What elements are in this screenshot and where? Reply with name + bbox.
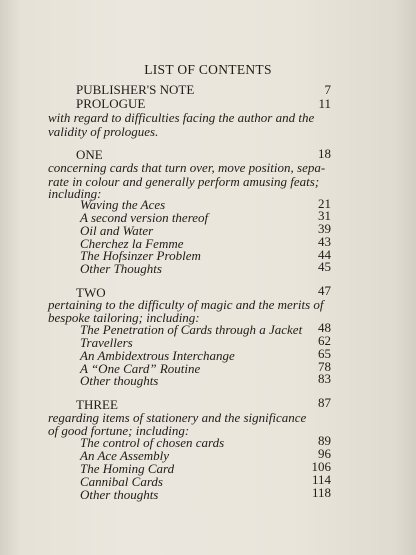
toc-entry-page: 78 [318, 359, 331, 374]
chapter-title: TWO [76, 285, 106, 300]
toc-entry-title: The Hofsinzer Problem [80, 248, 201, 263]
toc-entry-title: Cannibal Cards [80, 474, 163, 489]
toc-entry-page: 11 [318, 96, 331, 111]
chapter-page: 18 [318, 146, 331, 161]
toc-description-line: including: [48, 186, 102, 201]
toc-entry-page: 96 [318, 446, 331, 461]
toc-entry-page: 45 [318, 259, 331, 274]
toc-description-line: validity of prologues. [48, 124, 159, 139]
toc-entry-page: 114 [311, 472, 331, 487]
toc-entry-page: 43 [318, 234, 331, 249]
toc-entry-page: 106 [311, 459, 331, 474]
toc-entry-page: 7 [324, 82, 331, 97]
toc-entry-page: 48 [318, 320, 331, 335]
toc-entry-title: Waving the Aces [80, 197, 166, 212]
toc-entry-page: 65 [318, 346, 331, 361]
toc-entry-page: 21 [318, 196, 331, 211]
toc-entry-title: Other Thoughts [80, 261, 162, 276]
toc-entry-title: PROLOGUE [76, 96, 146, 111]
toc-entry-title: An Ambidextrous Interchange [80, 348, 235, 363]
toc-description-line: pertaining to the difficulty of magic and the merits of [48, 297, 324, 312]
toc-entry-title: Other thoughts [80, 373, 159, 388]
toc-entry-title: PUBLISHER'S NOTE [76, 82, 195, 97]
chapter-title: ONE [76, 147, 103, 162]
toc-description-line: rate in colour and generally perform amusing feats; [48, 174, 320, 189]
toc-description-line: with regard to difficulties facing the author and the [48, 110, 315, 125]
toc-entry-title: The Penetration of Cards through a Jacket [80, 322, 303, 337]
toc-description-line: bespoke tailoring; including: [48, 310, 200, 325]
page-heading: LIST OF CONTENTS [144, 62, 272, 77]
toc-entry-title: Oil and Water [80, 223, 154, 238]
toc-entry-page: 31 [318, 208, 331, 223]
chapter-page: 47 [318, 283, 331, 298]
toc-entry-title: Travellers [80, 335, 133, 350]
toc-entry-title: An Ace Assembly [80, 448, 170, 463]
toc-entry-title: A “One Card” Routine [80, 361, 201, 376]
toc-entry-title: Cherchez la Femme [80, 236, 184, 251]
toc-entry-title: A second version thereof [80, 210, 209, 225]
toc-description-line: regarding items of stationery and the significance [48, 410, 307, 425]
toc-entry-page: 39 [318, 221, 331, 236]
toc-entry-page: 118 [311, 485, 331, 500]
chapter-page: 87 [318, 395, 331, 410]
toc-entry-page: 44 [318, 247, 331, 262]
toc-entry-title: Other thoughts [80, 487, 159, 502]
toc-description-line: of good fortune; including: [48, 423, 190, 438]
toc-entry-title: The Homing Card [80, 461, 175, 476]
toc-entry-page: 62 [318, 333, 331, 348]
toc-description-line: concerning cards that turn over, move position, sepa- [48, 160, 326, 175]
toc-entry-title: The control of chosen cards [80, 435, 225, 450]
toc-entry-page: 83 [318, 371, 331, 386]
toc-entry-page: 89 [318, 433, 331, 448]
chapter-title: THREE [76, 397, 118, 412]
